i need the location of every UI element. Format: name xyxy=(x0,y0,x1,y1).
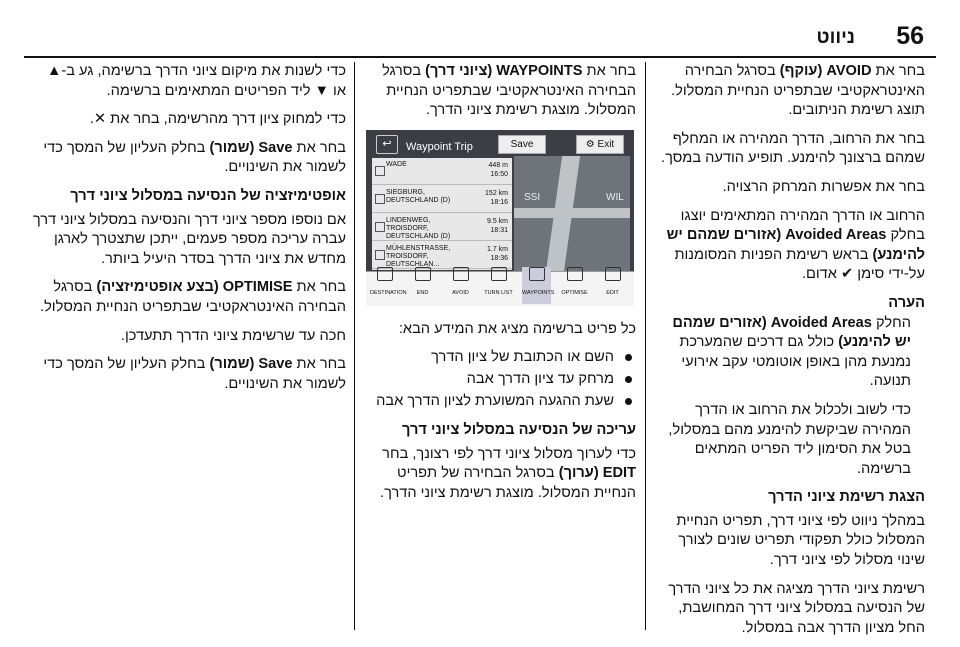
waypoint-row: MÜHLENSTRASSE, TROISDORF, DEUTSCHLAN... 1.7 km 18:36 xyxy=(372,242,512,269)
avoided-areas-paragraph: הרחוב או הדרך המהירה המתאימים יוצגו בחלק Avoided Areas (אזורים שמהם יש להימנע) בראש רשימת הפניות המסומנות על-ידי סימן ✔ אדום. xyxy=(666,207,925,283)
map-label: SSI xyxy=(524,191,541,203)
distance-paragraph: בחר את אפשרות המרחק הרצויה. xyxy=(722,178,925,195)
note-text: החלק Avoided Areas (אזורים שמהם יש להימנע) כולל גם דרכים שהמערכת נמנעת מהן באופן אוטומטי עקב אירועי תנועה. xyxy=(672,314,911,390)
bullet-item: השם או הכתובת של ציון הדרך xyxy=(363,348,636,368)
column-divider-left xyxy=(354,62,355,630)
restore-paragraph: כדי לשוב ולכלול את הרחוב או הדרך המהירה שביקשת להימנע מהם במסלול, בטל את הסימון ליד הפריט המתאים ברשימה. xyxy=(668,401,911,477)
map-label: WIL xyxy=(606,191,624,203)
end-icon xyxy=(415,267,431,281)
waypoint-list xyxy=(372,158,512,270)
bullet-item: שעת ההגעה המשוערת לציון הדרך אבה xyxy=(363,392,636,412)
reorder-paragraph: כדי לשנות את מיקום ציוני הדרך ברשימה, גע ב-▲ או ▼ ליד הפריטים המתאימים ברשימה. xyxy=(46,63,346,99)
page-number: 56 xyxy=(896,22,924,50)
waypoint-row: LINDENWEG, TROISDORF, DEUTSCHLAND (D) 9.5 km 18:31 xyxy=(372,214,512,241)
waypoint-icon xyxy=(375,194,385,204)
left-column xyxy=(32,62,346,403)
edit-icon xyxy=(605,267,621,281)
waypoint-icon xyxy=(375,250,385,260)
turn-list-button: TURN LIST xyxy=(484,267,513,304)
header-rule xyxy=(24,56,936,58)
back-button: ↩ xyxy=(376,135,398,154)
save-paragraph-2: בחר את Save (שמור) בחלק העליון של המסך כדי לשמור את השינויים. xyxy=(43,356,346,392)
middle-column xyxy=(363,62,636,513)
destination-icon xyxy=(377,267,393,281)
waypoint-icon xyxy=(375,166,385,176)
turn-list-icon xyxy=(491,267,507,281)
note-label: הערה xyxy=(888,294,925,311)
reorganise-paragraph: אם נוספו מספר ציוני דרך והנסיעה במסלול ציוני דרך עברה עריכה מספר פעמים, ייתכן שתצטרך לארגן מחדש את ציוני הדרך בסדר היעיל ביותר. xyxy=(32,211,346,267)
optimise-button: OPTIMISE xyxy=(560,267,589,304)
exit-button: ⚙ Exit xyxy=(576,135,624,154)
right-column xyxy=(653,62,925,647)
waypoints-button: WAYPOINTS xyxy=(522,267,551,304)
save-button: Save xyxy=(498,135,546,154)
gear-icon: ⚙ xyxy=(585,138,598,150)
edit-heading: עריכה של הנסיעה במסלול ציוני דרך xyxy=(402,422,636,439)
section-title: ניווט xyxy=(816,27,855,48)
delete-paragraph: כדי למחוק ציון דרך מהרשימה, בחר את ✕. xyxy=(89,111,346,128)
screen-title: Waypoint Trip xyxy=(406,140,473,153)
bullet-item: מרחק עד ציון הדרך אבה xyxy=(363,370,636,390)
check-icon: ✔ xyxy=(841,266,854,283)
end-button: END xyxy=(408,267,437,304)
waypoints-icon xyxy=(529,267,545,281)
optimise-icon xyxy=(567,267,583,281)
avoid-paragraph: בחר את AVOID (עוקף) בסרגל הבחירה האינטראקטיבי שבתפריט הנחיית המסלול. תוצג רשימת הניתובים. xyxy=(671,63,925,119)
select-road-paragraph: בחר את הרחוב, הדרך המהירה או המחלף שמהם ברצונך להימנע. תופיע הודעה במסך. xyxy=(661,130,925,167)
waypoint-icon xyxy=(375,222,385,232)
selection-bar xyxy=(366,271,634,306)
column-divider-right xyxy=(645,62,646,630)
waypoint-row: SIEGBURG, DEUTSCHLAND (D) 152 km 18:16 xyxy=(372,186,512,213)
waypoint-nav-paragraph: במהלך ניווט לפי ציוני דרך, תפריט הנחיית המסלול כולל תפקודי תפריט שונים לצורך שינוי מסלול לפי ציוני דרך. xyxy=(676,512,925,569)
avoid-icon xyxy=(453,267,469,281)
map-view xyxy=(514,156,630,272)
waypoints-paragraph: בחר את WAYPOINTS (ציוני דרך) בסרגל הבחירה האינטראקטיבי שבתפריט הנחיית המסלול. מוצגת רשימת ציוני הדרך. xyxy=(382,63,636,119)
wait-paragraph: חכה עד שרשימת ציוני הדרך תתעדכן. xyxy=(120,327,346,344)
waypoint-row: WADE 448 m 16:50 xyxy=(372,158,512,185)
avoid-button: AVOID xyxy=(446,267,475,304)
waypoint-list-paragraph: רשימת ציוני הדרך מציגה את כל ציוני הדרך של הנסיעה במסלול ציוני דרך המחושבת, החל מציון הדרך אבה במסלול. xyxy=(668,580,925,636)
edit-button: EDIT xyxy=(598,267,627,304)
destination-button: DESTINATION xyxy=(370,267,399,304)
save-paragraph: בחר את Save (שמור) בחלק העליון של המסך כדי לשמור את השינויים. xyxy=(43,139,346,176)
optimise-heading: אופטימיזציה של הנסיעה במסלול ציוני דרך xyxy=(70,187,346,204)
waypoint-trip-screenshot xyxy=(366,130,634,306)
edit-paragraph: כדי לערוך מסלול ציוני דרך לפי רצונך, בחר EDIT (ערוך) בסרגל הבחירה של תפריט הנחיית המסלול. מוצגת רשימת ציוני הדרך. xyxy=(380,445,636,501)
optimise-paragraph: בחר את OPTIMISE (בצע אופטימיזציה) בסרגל הבחירה האינטראקטיבי שבתפריט הנחיית המסלול. xyxy=(40,279,346,315)
info-bullet-list xyxy=(363,348,636,411)
waypoint-list-heading: הצגת רשימת ציוני הדרך xyxy=(768,489,925,506)
list-info-paragraph: כל פריט ברשימה מציג את המידע הבא: xyxy=(398,320,636,337)
